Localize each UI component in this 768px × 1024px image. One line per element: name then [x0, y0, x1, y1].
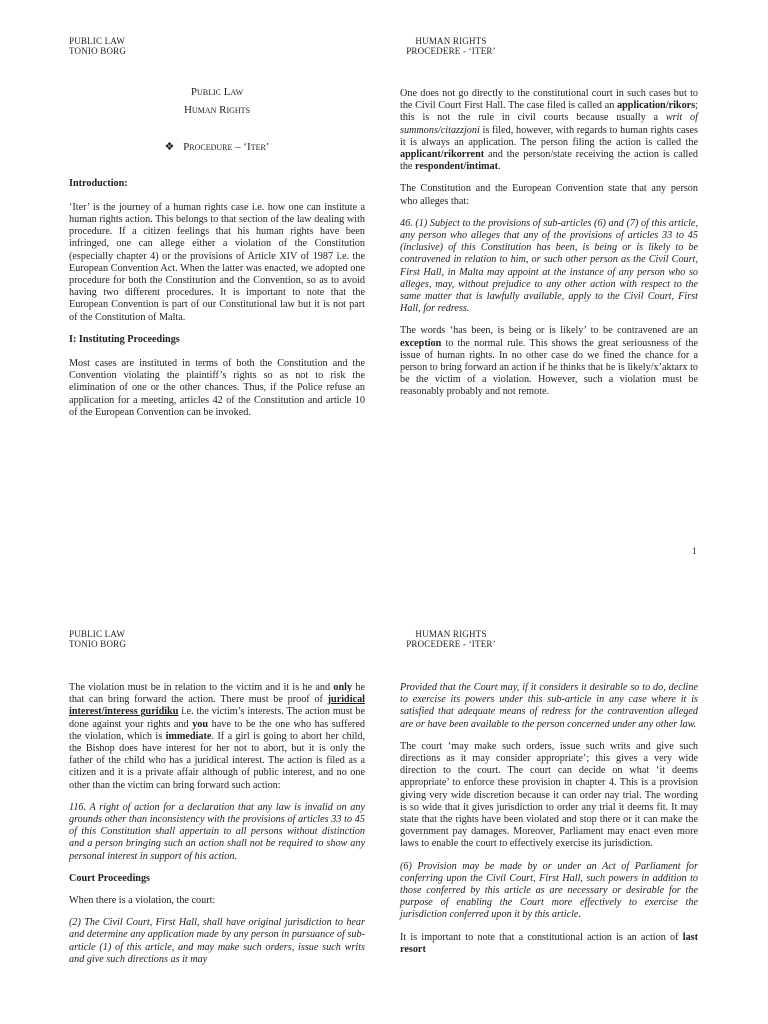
application-paragraph: One does not go directly to the constitutional court in such cases but to the Civil Court First Hall. The case filed is called an application/rikors; this is not the rule in civil courts because usually a writ of summons/citazzjoni is filed, however, with regards to human rights cases it is always an application. The person filing the action is called the applicant/rikorrent and the person/state receiving the action is called the respondent/intimat.	[400, 88, 698, 173]
page-gap	[0, 568, 768, 588]
header-topic: HUMAN RIGHTS	[415, 36, 487, 46]
article-46-6-quote: (6) Provision may be made by or under an Act of Parliament for conferring upon the Civil Court, First Hall, such powers in addition to those conferred by this article as are necessary or desirable for the purpose of enabling the Court more effectively to exercise the jurisdiction conferred upon it by this article.	[400, 860, 698, 921]
header-left	[69, 629, 126, 649]
page2-left-column	[69, 682, 365, 976]
section1-heading: I: Instituting Proceedings	[69, 333, 180, 345]
header-subtopic: PROCEDERE - ‘ITER’	[406, 46, 496, 56]
proviso-quote: Provided that the Court may, if it considers it desirable so to do, decline to exercise its powers under this sub-article in any case where it is satisfied that adequate means of redress for the contravention alleged are or have been available to the person concerned under any other law.	[400, 682, 698, 730]
header-course: PUBLIC LAW	[69, 36, 126, 46]
court-paragraph: When there is a violation, the court:	[69, 895, 216, 907]
last-resort-paragraph: It is important to note that a constitutional action is an action of last resort	[400, 931, 699, 955]
header-topic: HUMAN RIGHTS	[415, 629, 487, 639]
header-author: TONIO BORG	[69, 639, 127, 649]
page2-right-column	[400, 682, 698, 966]
procedure-title: Procedure – ‘Iter’	[183, 141, 270, 154]
diamond-bullet-icon: ❖	[164, 141, 175, 154]
header-author: TONIO BORG	[69, 46, 127, 56]
victim-paragraph: The violation must be in relation to the victim and it is he and only he that can bring forward the action. There must be proof of juridical interest/interess guridiku i.e. the victim’s interests. The action must be done against your rights and you have to be the one who has suffered the violation, which is immediate. If a girl is going to abort her child, the Bishop does have interest for her not to abort, but it is only the father of the child who has a juridical interest. The action is filed as a citizen and it is a private affair although of public interest, and no one other than the victim can bring forward such action:	[69, 682, 365, 791]
doc-title: Public Law	[190, 86, 244, 98]
article-46-quote: 46. (1) Subject to the provisions of sub-articles (6) and (7) of this article, any person who alleges that any of the provisions of articles 33 to 45 (inclusive) of this Constitution has been, is being or is likely to be contravened in relation to him, or such other person as the Civil Court, First Hall, in Malta may appoint at the instance of any person who so alleges, may, without prejudice to any other action with respect to the same matter that is lawfully available, apply to the Civil Court, First Hall, for redress.	[400, 217, 698, 315]
article-46-2-quote: (2) The Civil Court, First Hall, shall have original jurisdiction to hear and determine any application made by any person in pursuance of sub-article (1) of this article, and may make such orders, issue such writs and give such directions as it may	[69, 917, 365, 965]
page1-left-column	[69, 86, 365, 429]
section1-paragraph: Most cases are instituted in terms of both the Constitution and the Convention violating the plaintiff’s rights so as not to risk the elimination of one or the other chances. Thus, if the Police refuse an application for a meeting, articles 42 of the Constitution and article 10 of the European Convention can be invoked.	[69, 358, 365, 418]
intro-heading: Introduction:	[69, 177, 128, 189]
page1-right-column	[400, 88, 698, 409]
page-number: 1	[692, 546, 697, 556]
intro-paragraph: ‘Iter’ is the journey of a human rights case i.e. how one can institute a human rights action. This belongs to that section of the law dealing with procedure. If a citizen feelings that his human rights have been infringed, one can allege either a violation of the Constitution (especially chapter 4) or the provisions of Article XIV of 1987 i.e. the European Convention Act. When the latter was enacted, we adopted one procedure for both the Constitution and the Convention, so as to avoid having two different procedures. It is important to note that the European Convention is part of our Constitutional law but it is not part of the Constitution of Malta.	[69, 201, 365, 323]
article-116-quote: 116. A right of action for a declaration that any law is invalid on any grounds other than inconsistency with the provisions of articles 33 to 45 of this Constitution shall appertain to all persons without distinction and a person bringing such an action shall not be required to show any personal interest in support of his action.	[69, 801, 365, 862]
header-right	[396, 36, 506, 56]
court-orders-paragraph: The court ‘may make such orders, issue such writs and give such directions as it may consider appropriate’; this gives a very wide direction to the court. The court can decide on what ‘it deems appropriate’ to enforce these provision in chapter 4. This is a provision giving very wide discretion because it can order nay trial. The wording is so wide that it gives jurisdiction to order any trial it deems fit. It may state that the rights have been violated and stop there or it can make the government pay damages. Moreover, Parliament may enact even more laws to enable the court to effectively exercise its jurisdiction.	[400, 740, 698, 850]
header-left	[69, 36, 126, 56]
header-subtopic: PROCEDERE - ‘ITER’	[406, 639, 496, 649]
header-course: PUBLIC LAW	[69, 629, 126, 639]
header-right	[396, 629, 506, 649]
exception-paragraph: The words ‘has been, is being or is likely’ to be contravened are an exception to the normal rule. This shows the great seriousness of the issue of human rights. In no other case do we fined the chance for a person to bring forward an action if he thinks that he is likely/x’aktarx to be the victim of a violation. However, such a violation must be reasonably probably and not remote.	[400, 325, 698, 398]
procedure-heading	[69, 141, 365, 153]
doc-subtitle: Human Rights	[183, 104, 251, 117]
court-proceedings-heading: Court Proceedings	[69, 872, 151, 884]
document-page-2	[0, 588, 768, 1024]
constitution-paragraph: The Constitution and the European Convention state that any person who alleges that:	[400, 183, 698, 207]
